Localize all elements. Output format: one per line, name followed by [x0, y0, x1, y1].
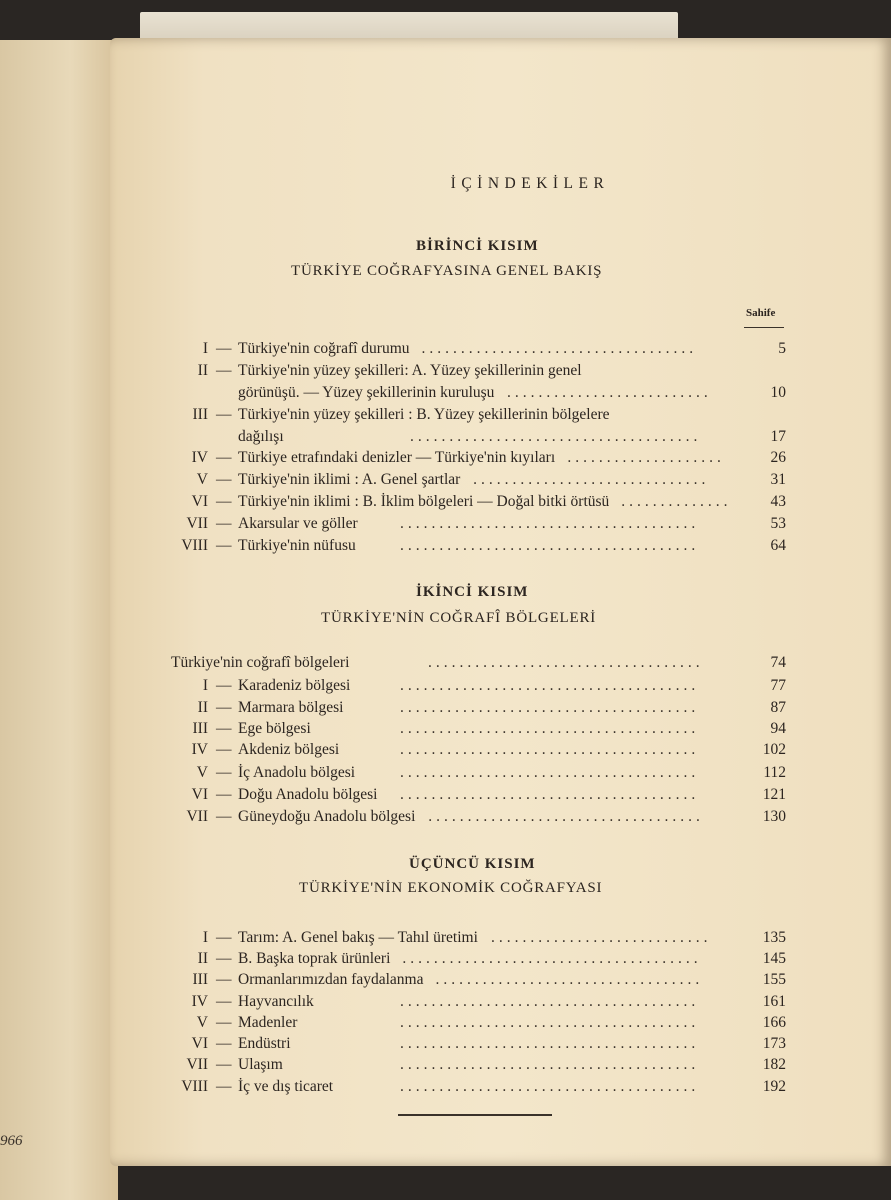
entry-roman-numeral: II	[197, 362, 208, 379]
entry-roman-numeral: VII	[186, 1056, 208, 1073]
toc-entry-row	[110, 471, 891, 493]
entry-roman-numeral: I	[202, 929, 208, 946]
entry-page-number: 43	[770, 493, 786, 510]
toc-entry-row	[110, 362, 891, 384]
entry-title: İç ve dış ticaret	[238, 1078, 334, 1095]
contents-page	[110, 38, 891, 1166]
dot-leader: ......................................	[400, 515, 700, 532]
dot-leader: ......................................	[400, 720, 700, 737]
entry-title: dağılışı	[238, 428, 284, 445]
entry-page-number: 77	[770, 677, 786, 694]
dot-leader: ......................................	[400, 741, 700, 758]
entry-dash: —	[216, 993, 232, 1010]
entry-roman-numeral: V	[196, 1014, 208, 1031]
entry-roman-numeral: IV	[191, 449, 208, 466]
toc-entry-row	[110, 515, 891, 537]
entry-roman-numeral: III	[192, 971, 208, 988]
part-3-subtitle: TÜRKİYE'NİN EKONOMİK COĞRAFYASI	[299, 880, 603, 896]
entry-roman-numeral: I	[202, 340, 208, 357]
entry-roman-numeral: V	[196, 764, 208, 781]
entry-dash: —	[216, 515, 232, 532]
entry-title: Türkiye'nin iklimi : A. Genel şartlar	[238, 471, 461, 488]
entry-page-number: 5	[778, 340, 786, 357]
dot-leader: ...................................	[428, 654, 704, 671]
entry-title: Türkiye'nin coğrafî bölgeleri	[171, 654, 350, 671]
entry-title: Güneydoğu Anadolu bölgesi	[238, 808, 416, 825]
dot-leader: ....................	[567, 449, 725, 466]
dot-leader: ...................................	[428, 808, 704, 825]
entry-roman-numeral: V	[196, 471, 208, 488]
toc-entry-row	[110, 993, 891, 1015]
dot-leader: ..................................	[435, 971, 704, 988]
entry-title: Türkiye etrafındaki denizler — Türkiye'nin kıyıları	[238, 449, 556, 466]
left-page-number: 966	[0, 1133, 23, 1149]
dot-leader: ......................................	[400, 1078, 700, 1095]
entry-roman-numeral: II	[197, 950, 208, 967]
toc-entry-row	[110, 1078, 891, 1100]
entry-roman-numeral: VIII	[181, 537, 208, 554]
entry-dash: —	[216, 1056, 232, 1073]
toc-intro-row	[110, 654, 891, 676]
entry-dash: —	[216, 406, 232, 423]
toc-entry-row	[110, 1035, 891, 1057]
entry-roman-numeral: VI	[191, 1035, 208, 1052]
dot-leader: .....................................	[410, 428, 702, 445]
dot-leader: ......................................	[400, 786, 700, 803]
toc-entry-row	[110, 950, 891, 972]
entry-page-number: 182	[762, 1056, 786, 1073]
entry-dash: —	[216, 950, 232, 967]
entry-page-number: 112	[763, 764, 786, 781]
entry-page-number: 94	[770, 720, 786, 737]
dot-leader: ......................................	[400, 1056, 700, 1073]
entry-title: Madenler	[238, 1014, 298, 1031]
entry-page-number: 31	[770, 471, 786, 488]
toc-entry-row	[110, 699, 891, 721]
entry-page-number: 17	[770, 428, 786, 445]
entry-roman-numeral: III	[192, 406, 208, 423]
entry-dash: —	[216, 493, 232, 510]
toc-entry-row	[110, 786, 891, 808]
entry-dash: —	[216, 786, 232, 803]
dot-leader: ......................................	[400, 993, 700, 1010]
part-1-subtitle: TÜRKİYE COĞRAFYASINA GENEL BAKIŞ	[291, 263, 603, 279]
entry-dash: —	[216, 471, 232, 488]
entry-page-number: 53	[770, 515, 786, 532]
dot-leader: ......................................	[400, 1014, 700, 1031]
entry-title: Ormanlarımızdan faydalanma	[238, 971, 424, 988]
entry-roman-numeral: IV	[191, 993, 208, 1010]
entry-page-number: 74	[770, 654, 786, 671]
dot-leader: ..............	[621, 493, 732, 510]
page-title: İÇİNDEKİLER	[450, 175, 610, 192]
entry-dash: —	[216, 1035, 232, 1052]
entry-title: Akdeniz bölgesi	[238, 741, 340, 758]
entry-dash: —	[216, 808, 232, 825]
entry-dash: —	[216, 1078, 232, 1095]
entry-roman-numeral: II	[197, 699, 208, 716]
entry-page-number: 161	[762, 993, 786, 1010]
entry-dash: —	[216, 677, 232, 694]
entry-roman-numeral: VII	[186, 808, 208, 825]
toc-entry-row	[110, 720, 891, 742]
entry-title: Marmara bölgesi	[238, 699, 344, 716]
entry-dash: —	[216, 971, 232, 988]
entry-title: Türkiye'nin yüzey şekilleri : B. Yüzey şekillerinin bölgelere	[238, 406, 610, 423]
entry-roman-numeral: I	[202, 677, 208, 694]
entry-page-number: 192	[762, 1078, 786, 1095]
toc-entry-continuation	[110, 384, 891, 406]
dot-leader: ......................................	[402, 950, 702, 967]
entry-title: İç Anadolu bölgesi	[238, 764, 356, 781]
entry-dash: —	[216, 362, 232, 379]
toc-entry-row	[110, 1056, 891, 1078]
dot-leader: ......................................	[400, 1035, 700, 1052]
dot-leader: ......................................	[400, 764, 700, 781]
entry-title: Ulaşım	[238, 1056, 283, 1073]
part-1-title: BİRİNCİ KISIM	[416, 238, 539, 254]
entry-page-number: 64	[770, 537, 786, 554]
entry-roman-numeral: VIII	[181, 1078, 208, 1095]
toc-entry-row	[110, 741, 891, 763]
toc-entry-row	[110, 677, 891, 699]
entry-roman-numeral: III	[192, 720, 208, 737]
toc-entry-row	[110, 1014, 891, 1036]
entry-roman-numeral: VI	[191, 786, 208, 803]
entry-title: Karadeniz bölgesi	[238, 677, 351, 694]
entry-title: Ege bölgesi	[238, 720, 311, 737]
left-page	[0, 40, 118, 1200]
toc-entry-row	[110, 340, 891, 362]
entry-dash: —	[216, 929, 232, 946]
entry-roman-numeral: IV	[191, 741, 208, 758]
entry-title: Hayvancılık	[238, 993, 314, 1010]
entry-dash: —	[216, 340, 232, 357]
entry-title: Türkiye'nin nüfusu	[238, 537, 356, 554]
toc-entry-row	[110, 929, 891, 951]
entry-dash: —	[216, 537, 232, 554]
closing-rule	[398, 1114, 552, 1116]
dot-leader: ......................................	[400, 677, 700, 694]
toc-entry-row	[110, 971, 891, 993]
entry-page-number: 26	[770, 449, 786, 466]
entry-dash: —	[216, 699, 232, 716]
entry-title: Tarım: A. Genel bakış — Tahıl üretimi	[238, 929, 478, 946]
entry-page-number: 166	[762, 1014, 786, 1031]
dot-leader: ......................................	[400, 699, 700, 716]
toc-entry-row	[110, 406, 891, 428]
entry-dash: —	[216, 720, 232, 737]
entry-title: Doğu Anadolu bölgesi	[238, 786, 378, 803]
entry-page-number: 121	[762, 786, 786, 803]
part-2-title: İKİNCİ KISIM	[416, 584, 529, 600]
toc-entry-row	[110, 493, 891, 515]
entry-page-number: 102	[762, 741, 786, 758]
entry-page-number: 155	[762, 971, 786, 988]
entry-page-number: 145	[762, 950, 786, 967]
entry-title: Türkiye'nin yüzey şekilleri: A. Yüzey şekillerinin genel	[238, 362, 582, 379]
entry-roman-numeral: VI	[191, 493, 208, 510]
toc-entry-row	[110, 449, 891, 471]
toc-entry-continuation	[110, 428, 891, 450]
toc-entry-row	[110, 537, 891, 559]
entry-dash: —	[216, 1014, 232, 1031]
sahife-underline	[744, 327, 784, 328]
entry-dash: —	[216, 764, 232, 781]
entry-page-number: 10	[770, 384, 786, 401]
dot-leader: ..........................	[507, 384, 712, 401]
sahife-column-label: Sahife	[746, 307, 776, 319]
toc-entry-row	[110, 808, 891, 830]
part-3-title: ÜÇÜNCÜ KISIM	[409, 856, 536, 872]
entry-title: Endüstri	[238, 1035, 291, 1052]
entry-title: B. Başka toprak ürünleri	[238, 950, 391, 967]
entry-page-number: 173	[762, 1035, 786, 1052]
entry-dash: —	[216, 741, 232, 758]
entry-title: Türkiye'nin coğrafî durumu	[238, 340, 410, 357]
part-2-subtitle: TÜRKİYE'NİN COĞRAFÎ BÖLGELERİ	[321, 610, 597, 626]
dot-leader: ......................................	[400, 537, 700, 554]
entry-page-number: 135	[762, 929, 786, 946]
toc-entry-row	[110, 764, 891, 786]
entry-dash: —	[216, 449, 232, 466]
dot-leader: ............................	[491, 929, 712, 946]
dot-leader: ...................................	[421, 340, 698, 357]
entry-title: Akarsular ve göller	[238, 515, 358, 532]
entry-title: görünüşü. — Yüzey şekillerinin kuruluşu	[238, 384, 495, 401]
entry-roman-numeral: VII	[186, 515, 208, 532]
entry-title: Türkiye'nin iklimi : B. İklim bölgeleri — Doğal bitki örtüsü	[238, 493, 610, 510]
dot-leader: ..............................	[473, 471, 710, 488]
entry-page-number: 87	[770, 699, 786, 716]
entry-page-number: 130	[762, 808, 786, 825]
